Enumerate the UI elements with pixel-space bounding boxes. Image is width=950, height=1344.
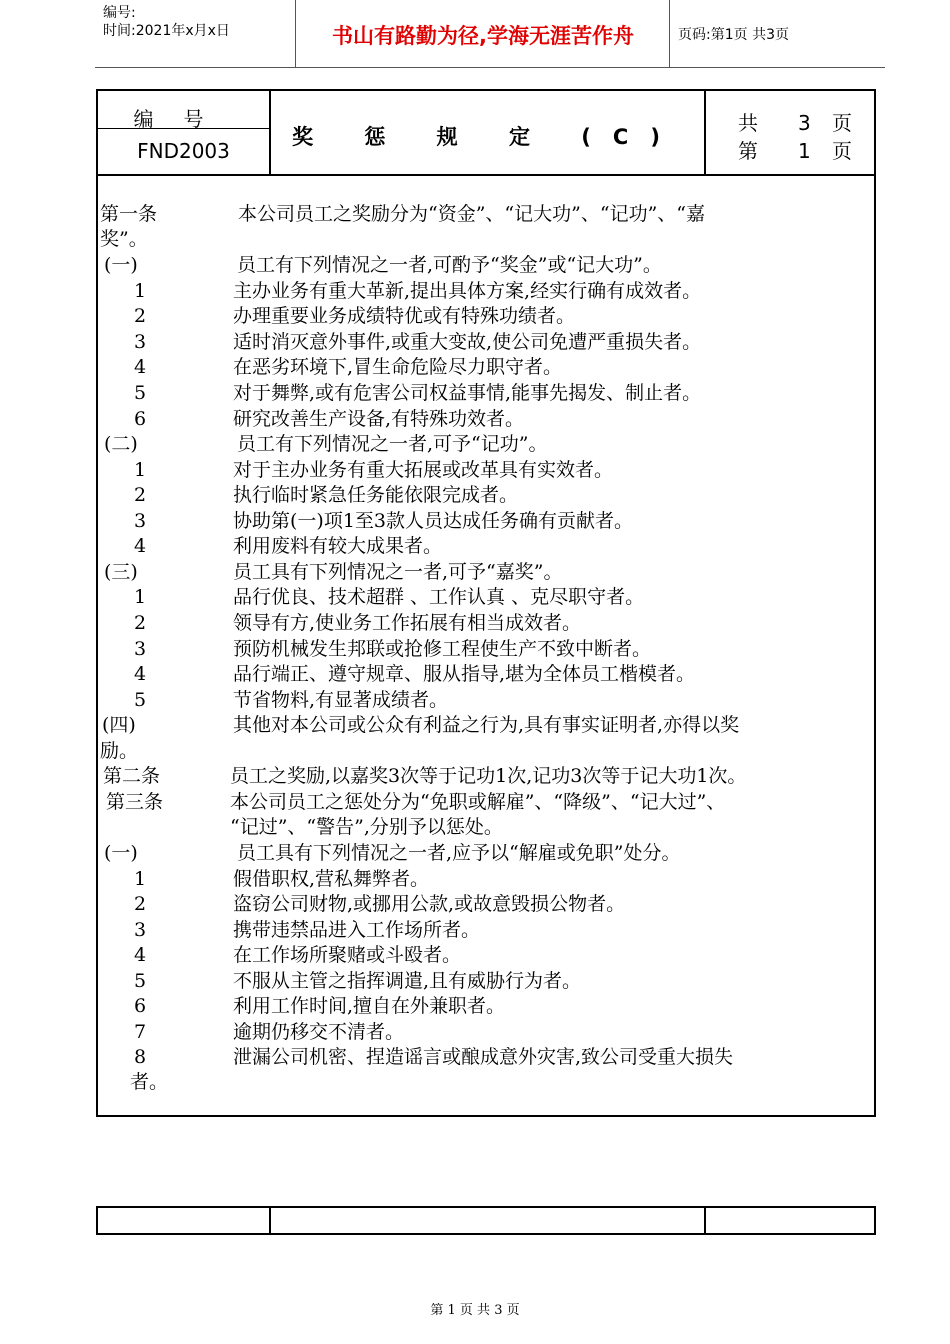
item-label: 2: [134, 612, 147, 634]
footer-table: [96, 1206, 876, 1235]
item-label: (二): [104, 433, 138, 455]
item-text: 本公司员工之奖励分为“资金”、“记大功”、“记功”、“嘉: [238, 203, 705, 225]
item-label: 3: [134, 638, 147, 660]
item-text: 办理重要业务成绩特优或有特殊功绩者。: [233, 305, 576, 327]
item-label: 第三条: [106, 791, 164, 813]
item-text: 节省物料,有显著成绩者。: [233, 689, 449, 711]
item-label: 2: [134, 305, 147, 327]
item-text: 者。: [130, 1071, 169, 1093]
item-text: 假借职权,营私舞弊者。: [233, 868, 430, 890]
header-meta: [103, 4, 230, 40]
item-text: 执行临时紧急任务能依限完成者。: [233, 484, 519, 506]
item-text: 领导有方,使业务工作拓展有相当成效者。: [233, 612, 582, 634]
item-label: 4: [134, 663, 147, 685]
item-text: 其他对本公司或公众有利益之行为,具有事实证明者,亦得以奖: [233, 714, 740, 736]
item-label: 5: [134, 689, 147, 711]
footer-divider: [269, 1208, 271, 1233]
item-label: 第二条: [103, 765, 161, 787]
item-text: 员工有下列情况之一者,可酌予“奖金”或“记大功”。: [237, 254, 662, 276]
item-label: (三): [104, 561, 138, 583]
title-row: [98, 91, 874, 176]
time-label: 时间:2021年x月x日: [103, 23, 230, 39]
item-label: (一): [104, 254, 138, 276]
header-divider: [295, 0, 296, 68]
item-label: 4: [134, 535, 147, 557]
total-label: 共: [738, 111, 758, 135]
page-info: 页码:第1页 共3页: [678, 27, 789, 43]
item-text: 员工具有下列情况之一者,应予以“解雇或免职”处分。: [237, 842, 681, 864]
code-divider: [98, 128, 269, 129]
code-label: 编号: [133, 107, 234, 131]
item-label: 3: [134, 331, 147, 353]
document-title: 奖 惩 规 定 (C): [292, 125, 682, 149]
item-label: (四): [102, 714, 136, 736]
item-label: 1: [134, 280, 147, 302]
item-text: 预防机械发生邦联或抢修工程使生产不致中断者。: [233, 638, 652, 660]
item-label: 3: [134, 510, 147, 532]
item-text: 主办业务有重大革新,提出具体方案,经实行确有成效者。: [233, 280, 702, 302]
item-text: 员工具有下列情况之一者,可予“嘉奖”。: [233, 561, 563, 583]
item-text: 携带违禁品进入工作场所者。: [233, 919, 481, 941]
page-footer: 第 1 页 共 3 页: [430, 1303, 520, 1318]
current-page: [738, 135, 852, 164]
motto: 书山有路勤为径,学海无涯苦作舟: [332, 24, 634, 48]
item-label: 2: [134, 484, 147, 506]
current-page-value: 1: [798, 139, 811, 163]
item-text: 不服从主管之指挥调遣,且有威胁行为者。: [233, 970, 582, 992]
item-label: 8: [134, 1046, 147, 1068]
item-text: 协助第(一)项1至3款人员达成任务确有贡献者。: [233, 510, 634, 532]
item-text: 品行端正、遵守规章、服从指导,堪为全体员工楷模者。: [233, 663, 696, 685]
header-divider: [669, 0, 670, 68]
item-label: 1: [134, 586, 147, 608]
item-text: 本公司员工之惩处分为“免职或解雇”、“降级”、“记大过”、: [230, 791, 726, 813]
item-text: “记过”、“警告”,分别予以惩处。: [230, 816, 503, 838]
item-text: 员工有下列情况之一者,可予“记功”。: [237, 433, 548, 455]
item-text: 员工之奖励,以嘉奖3次等于记功1次,记功3次等于记大功1次。: [230, 765, 747, 787]
page-unit: 页: [832, 139, 852, 163]
item-text: 盗窃公司财物,或挪用公款,或故意毁损公物者。: [233, 893, 626, 915]
item-text: 利用工作时间,擅自在外兼职者。: [233, 995, 506, 1017]
item-label: 5: [134, 382, 147, 404]
item-text: 泄漏公司机密、捏造谣言或酿成意外灾害,致公司受重大损失: [233, 1046, 734, 1068]
current-label: 第: [738, 139, 758, 163]
item-label: 1: [134, 868, 147, 890]
item-label: 3: [134, 919, 147, 941]
item-label: 6: [134, 995, 147, 1017]
item-text: 利用废料有较大成果者。: [233, 535, 443, 557]
item-label: 第一条: [100, 203, 158, 225]
item-text: 对于舞弊,或有危害公司权益事情,能事先揭发、制止者。: [233, 382, 702, 404]
code-value: FND2003: [137, 139, 230, 163]
item-label: 7: [134, 1021, 147, 1043]
document-header: [95, 0, 885, 68]
number-label: 编号:: [103, 5, 136, 21]
item-text: 奖”。: [100, 228, 148, 250]
item-text: 品行优良、技术超群 、工作认真 、克尽职守者。: [233, 586, 645, 608]
page-unit: 页: [832, 111, 852, 135]
item-label: 1: [134, 459, 147, 481]
total-pages: [738, 107, 852, 136]
footer-divider: [704, 1208, 706, 1233]
item-text: 在恶劣环境下,冒生命危险尽力职守者。: [233, 356, 563, 378]
item-label: 2: [134, 893, 147, 915]
item-label: 4: [134, 944, 147, 966]
item-label: 6: [134, 408, 147, 430]
item-text: 对于主办业务有重大拓展或改革具有实效者。: [233, 459, 614, 481]
item-text: 适时消灭意外事件,或重大变故,使公司免遭严重损失者。: [233, 331, 702, 353]
item-label: (一): [104, 842, 138, 864]
item-text: 在工作场所聚赌或斗殴者。: [233, 944, 462, 966]
title-divider: [704, 91, 706, 174]
item-label: 4: [134, 356, 147, 378]
item-text: 逾期仍移交不清者。: [233, 1021, 405, 1043]
header-rule: [95, 67, 885, 68]
item-text: 励。: [100, 740, 139, 762]
total-pages-value: 3: [798, 111, 811, 135]
item-label: 5: [134, 970, 147, 992]
item-text: 研究改善生产设备,有特殊功效者。: [233, 408, 525, 430]
